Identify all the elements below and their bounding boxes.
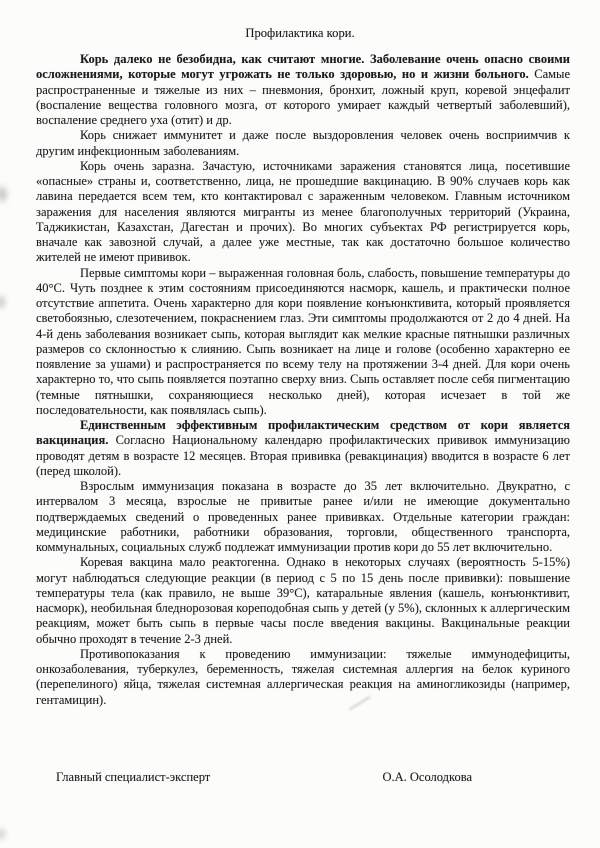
paragraph-contagion <box>36 159 570 266</box>
paragraph-intro-bold-lead: Корь далеко не безобидна, как считают многие. Заболевание очень опасно своими осложнениями, которые могут угрожать не только здоровью, но и жизни больного. <box>36 52 570 82</box>
scan-artifact <box>0 183 10 205</box>
paragraph-vaccination <box>36 418 570 479</box>
paragraph-adult-immunization <box>36 479 570 555</box>
paragraph-vaccine-reactions-text: Коревая вакцина мало реактогенна. Однако в некоторых случаях (вероятность 5-15%) могут наблюдаться следующие реакции (в период с 5 по 15 день после прививки): повышение температуры тела (как правило, не выше 39°С), катаральные явления (кашель, конъюнктивит, насморк), необильная бледнорозовая кореподобная сыпь у детей (у 5%), склонных к аллергическим реакциям, может быть сыпь в первые часы после введения вакцины. Вакцинальные реакции обычно проходят в течение 2-3 дней. <box>36 555 570 646</box>
signature-row <box>0 770 600 785</box>
document-body <box>36 52 570 708</box>
signature-position: Главный специалист-эксперт <box>56 770 211 784</box>
paragraph-immunity <box>36 128 570 159</box>
signature-name: О.А. Осолодкова <box>382 770 472 784</box>
paragraph-vaccination-bold-lead: Единственным эффективным профилактическим средством от кори является вакцинация. <box>36 418 570 448</box>
paragraph-immunity-text: Корь снижает иммунитет и даже после выздоровления человек очень восприимчив к другим инфекционным заболеваниям. <box>36 128 570 158</box>
paragraph-contraindications <box>36 647 570 708</box>
scan-artifact <box>0 826 8 842</box>
scan-artifact <box>0 293 8 311</box>
paragraph-vaccine-reactions <box>36 555 570 647</box>
paragraph-vaccination-text: Согласно Национальному календарю профилактических прививок иммунизацию проводят детям в возрасте 12 месяцев. Вторая прививка (ревакцинация) вводится в возрасте 6 лет (перед школой). <box>36 433 571 478</box>
paragraph-contagion-text: Корь очень заразна. Зачастую, источниками заражения становятся лица, посетившие «опасные» страны и, соответственно, лица, не прошедшие вакцинацию. В 90% случаев корь как лавина передается всем тем, кто контактировал с зараженным человеком. Главным источником заражения для населения являются мигранты из менее благополучных территорий (Украина, Таджикистан, Казахстан, Дагестан и прочих). Во многих субъектах РФ регистрируется корь, вначале как завозной случай, а далее уже местные, так как достаточно большое количество жителей не имеют прививок. <box>36 158 570 265</box>
paragraph-symptoms-text: Первые симптомы кори – выраженная головная боль, слабость, повышение температуры до 40°С. Чуть позднее к этим состояниям присоединяются насморк, кашель, и практически полное отсутствие аппетита. Очень характерно для кори появление конъюнктивита, который проявляется светобоязнью, слезотечением, покраснением глаз. Эти симптомы продолжаются от 2 до 4 дней. На 4-й день заболевания возникает сыпь, которая выглядит как мелкие красные пятнышки различных размеров со склонностью к слиянию. Сыпь возникает на лице и голове (особенно характерно ее появление за ушами) и распространяется по всему телу на протяжении 3-4 дней. Для кори очень характерно то, что сыпь появляется поэтапно сверху вниз. Сыпь оставляет после себя пигментацию (темные пятнышки, сохраняющиеся несколько дней), которая исчезает в той же последовательности, как появлялась сыпь). <box>36 265 570 417</box>
paragraph-intro-text: Самые распространенные и тяжелые из них – пневмония, бронхит, ложный круп, коревой энцефалит (воспаление вещества головного мозга, от которого умирает каждый четвертый заболевший), воспаление среднего уха (отит) и др. <box>36 67 570 127</box>
paragraph-symptoms <box>36 266 570 419</box>
document-title: Профилактика кори. <box>245 26 355 40</box>
paragraph-adult-immunization-text: Взрослым иммунизация показана в возрасте до 35 лет включительно. Двукратно, с интервалом 3 месяца, взрослые не привитые ранее и/или не имеющие документально подтверждаемых сведений о проведенных ранее прививках. Отдельные категории граждан: медицинские работники, работники образования, торговли, общественного транспорта, коммунальных, социальных служб подлежат иммунизации против кори до 55 лет включительно. <box>36 479 570 554</box>
paragraph-contraindications-text: Противопоказания к проведению иммунизации: тяжелые иммунодефициты, онкозаболевания, туберкулез, беременность, тяжелая системная аллергия на белок куриного (перепелиного) яйца, тяжелая системная аллергическая реакция на аминогликозиды (например, гентамицин). <box>36 646 570 707</box>
paragraph-intro <box>36 52 570 128</box>
